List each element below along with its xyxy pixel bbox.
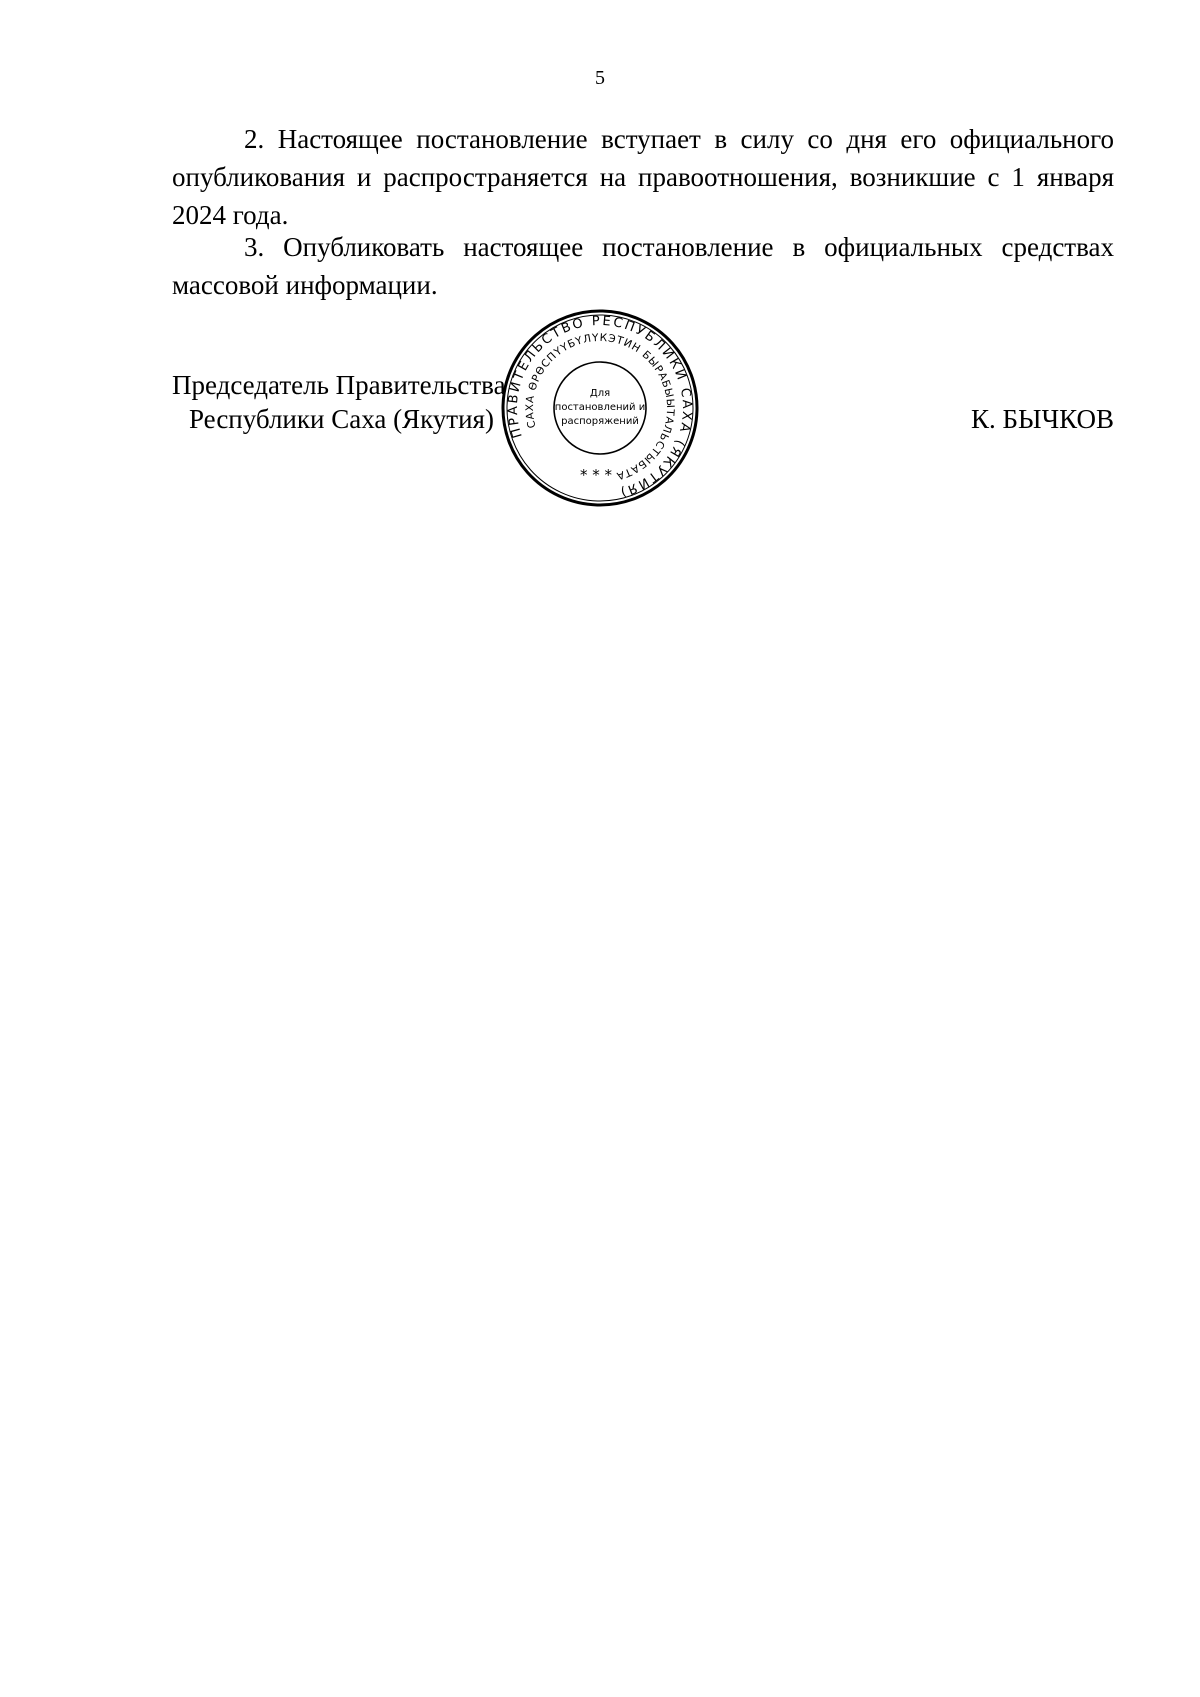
- signatory-title-line-1: Председатель Правительства: [172, 370, 506, 400]
- seal-center-line-1: Для: [589, 388, 611, 399]
- signatory-title-line-2: Республики Саха (Якутия): [189, 404, 494, 434]
- seal-inner-text: САХА ӨРӨСПҮҮБҮЛҮКЭТИН БЫРАБЫЫТАЛЬСТЫБАТА: [523, 331, 677, 482]
- signatory-name: К. БЫЧКОВ: [971, 404, 1114, 434]
- paragraph-3: 3. Опубликовать настоящее постановление в официальных средствах массовой информации.: [172, 232, 1114, 300]
- seal-outer-text: ПРАВИТЕЛЬСТВО РЕСПУБЛИКИ САХА (ЯКУТИЯ): [505, 313, 695, 500]
- page-number: 5: [595, 67, 605, 89]
- seal-stars: * * *: [579, 466, 613, 484]
- seal-center-line-3: распоряжений: [561, 416, 639, 427]
- official-seal: [500, 308, 700, 508]
- paragraph-2: 2. Настоящее постановление вступает в силу со дня его официального опубликования и распространяется на правоотношения, возникшие с 1 января 2024 года.: [172, 124, 1114, 230]
- seal-center-line-2: постановлений и: [554, 402, 646, 413]
